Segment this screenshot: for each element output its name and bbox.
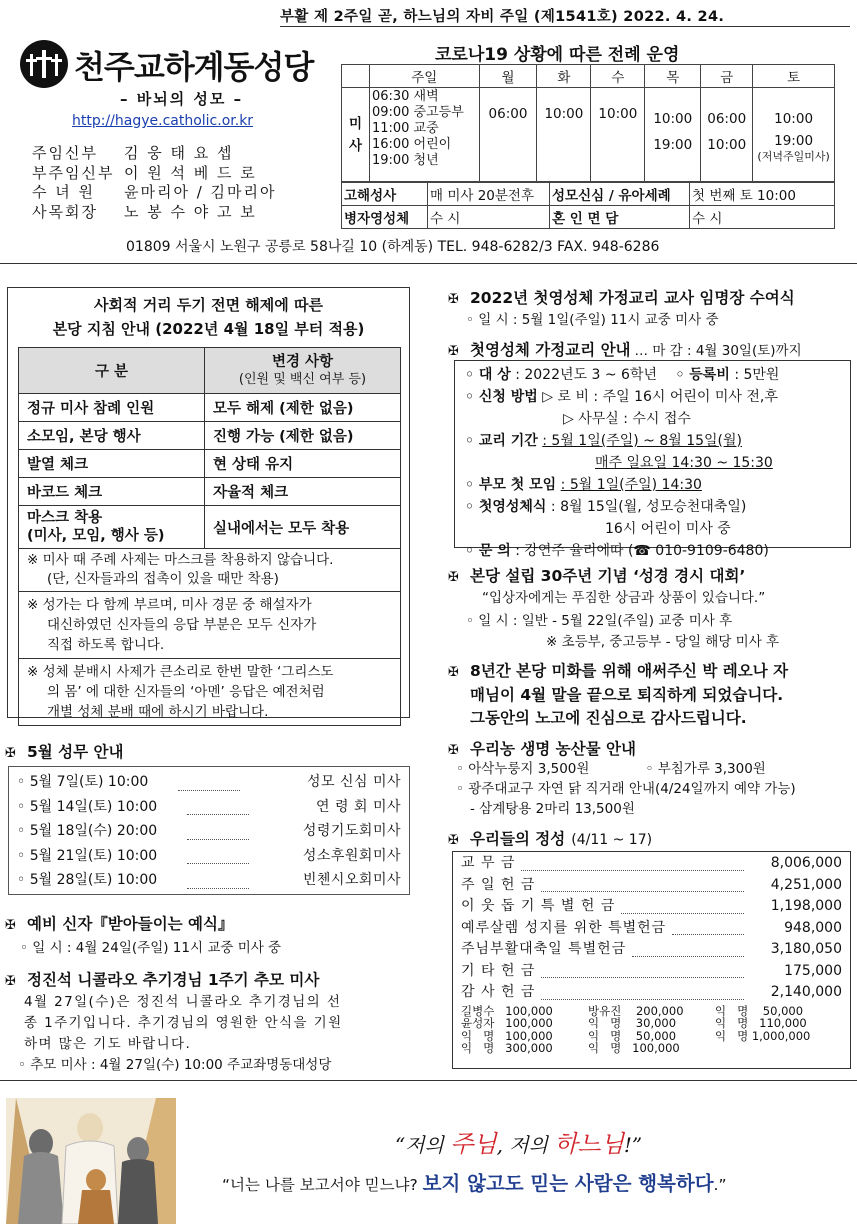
farm-body bbox=[456, 759, 796, 819]
offering-amount: 1,198,000 bbox=[770, 898, 842, 914]
offering-amount: 4,251,000 bbox=[770, 876, 842, 893]
parish-name: 천주교하계동성당 bbox=[74, 48, 314, 86]
banner-divider bbox=[0, 1080, 857, 1081]
guide-col: 변경 사항 bbox=[271, 353, 334, 370]
staff-name: 김 웅 태 요 셉 bbox=[124, 144, 234, 162]
thu-mass: 19:00 bbox=[653, 137, 693, 153]
staff-list bbox=[32, 144, 322, 222]
guide-col-sub: (인원 및 백신 여부 등) bbox=[238, 371, 367, 387]
sat-mass-note: (저녁주일미사) bbox=[757, 150, 830, 163]
dot-leader bbox=[632, 956, 744, 957]
may-schedule-header bbox=[5, 740, 123, 762]
list-item bbox=[17, 770, 401, 795]
cross-bullet-icon: ✠ bbox=[5, 974, 16, 989]
offering-label: 기 타 헌 금 bbox=[461, 962, 536, 979]
may-schedule-title: 5월 성무 안내 bbox=[27, 743, 124, 761]
fc-value: 매주 일요일 14:30 ~ 15:30 bbox=[595, 455, 773, 471]
guide-note: (단, 신자들과의 접촉이 있을 때만 착용) bbox=[47, 571, 279, 587]
meeting-label: 혼 인 면 담 bbox=[550, 206, 690, 229]
cross-bullet-icon: ✠ bbox=[448, 570, 459, 585]
firstcomm-deadline: … 마 감 : 4월 30일(토)까지 bbox=[634, 343, 802, 359]
fc-value: : 2022년도 3 ~ 6학년 bbox=[515, 367, 657, 383]
fc-label: ◦ 등록비 bbox=[675, 367, 730, 383]
memorial-text: 종 1주기입니다. 추기경님의 영원한 안식을 기원 bbox=[24, 1015, 343, 1031]
banner-text: “너는 나를 보고서야 믿느냐? bbox=[222, 1176, 423, 1194]
may-event: 연 령 회 미사 bbox=[316, 798, 401, 815]
parish-patron: – 바뇌의 성모 – bbox=[120, 90, 244, 108]
guide-col: 구 분 bbox=[19, 348, 205, 394]
staff-name: 윤마리아 / 김마리아 bbox=[124, 183, 277, 201]
offering-row bbox=[461, 918, 842, 940]
mass-schedule-table bbox=[341, 64, 835, 182]
cross-bullet-icon: ✠ bbox=[448, 665, 459, 680]
donor-entry: 방유진 200,000 bbox=[588, 1003, 684, 1018]
offering-amount: 3,180,050 bbox=[770, 941, 842, 957]
confession-value: 매 미사 20분전후 bbox=[428, 183, 550, 206]
cross-bullet-icon: ✠ bbox=[448, 344, 459, 359]
sacrament-table bbox=[341, 182, 835, 229]
donor-entry: 익 명 1,000,000 bbox=[715, 1028, 811, 1043]
donor-entry: 익 명 100,000 bbox=[588, 1041, 680, 1055]
guide-table bbox=[18, 347, 401, 726]
sat-mass: 19:00 bbox=[774, 133, 814, 149]
offering-row bbox=[461, 982, 842, 1004]
offering-label: 주 일 헌 금 bbox=[461, 876, 536, 893]
guide-note: 의 몸’ 에 대한 신자들의 ‘아멘’ 응답은 예전처럼 bbox=[47, 684, 325, 700]
guide-key: (미사, 모임, 행사 등) bbox=[27, 528, 165, 544]
donor-entry: 윤성자 100,000 bbox=[461, 1016, 553, 1030]
retire-notice bbox=[448, 660, 788, 730]
fc-label: ◦ 교리 기간 bbox=[465, 433, 538, 449]
sunday-mass: 16:00 어린이 bbox=[371, 137, 452, 152]
tue-mass: 10:00 bbox=[537, 88, 591, 182]
may-event: 성모 신심 미사 bbox=[306, 774, 401, 790]
firstcomm-header bbox=[448, 338, 802, 360]
guide-note: ※ 성체 분배시 사제가 큰소리로 한번 말한 ‘그리스도 bbox=[27, 664, 334, 680]
farm-text: ◦ 광주대교구 자연 닭 직거래 안내(4/24일까지 예약 가능) bbox=[456, 781, 796, 797]
guide-note: ※ 미사 때 주례 사제는 마스크를 착용하지 않습니다. bbox=[27, 552, 334, 568]
offering-row bbox=[461, 939, 842, 961]
banner-text-red: 주님 bbox=[450, 1130, 497, 1158]
retire-text: 8년간 본당 미화를 위해 애써주신 박 레오나 자 bbox=[470, 662, 789, 680]
farm-text: ◦ 부침가루 3,300원 bbox=[645, 761, 766, 777]
guide-key: 소모임, 본당 행사 bbox=[19, 422, 205, 450]
bible-line: ※ 초등부, 중고등부 - 당일 해당 미사 후 bbox=[546, 634, 780, 650]
may-date: ◦ 5월 28일(토) 10:00 bbox=[17, 872, 158, 888]
banner-quote-2 bbox=[222, 1168, 727, 1196]
memorial-text: 하며 많은 기도 바랍니다. bbox=[24, 1036, 192, 1052]
memorial-title: 정진석 니콜라오 추기경님 1주기 추모 미사 bbox=[27, 971, 320, 989]
guide-key: 정규 미사 참례 인원 bbox=[19, 394, 205, 422]
offering-amount: 175,000 bbox=[784, 962, 842, 979]
cross-bullet-icon: ✠ bbox=[448, 292, 459, 307]
donor-entry: 익 명 30,000 bbox=[588, 1016, 677, 1030]
parish-url-link[interactable]: http://hagye.catholic.or.kr bbox=[72, 113, 254, 129]
retire-text: 그동안의 노고에 진심으로 감사드립니다. bbox=[470, 709, 747, 727]
memorial-text: ◦ 추모 미사 : 4월 27일(수) 10:00 주교좌명동대성당 bbox=[18, 1057, 332, 1073]
offering-period: (4/11 ~ 17) bbox=[571, 832, 653, 848]
cross-bullet-icon: ✠ bbox=[448, 833, 459, 848]
banner-quote-1 bbox=[395, 1124, 642, 1159]
donor-entry: 익 명 110,000 bbox=[715, 1016, 807, 1030]
firstcomm-title: 첫영성체 가정교리 안내 bbox=[470, 341, 631, 359]
banner-text: , 저의 bbox=[496, 1133, 555, 1157]
guide-note: ※ 성가는 다 함께 부르며, 미사 경문 중 해설자가 bbox=[27, 597, 312, 613]
donor-row bbox=[461, 1017, 842, 1030]
fc-label: ◦ 문 의 bbox=[465, 543, 511, 559]
list-item bbox=[17, 868, 401, 893]
dot-leader bbox=[541, 891, 744, 892]
donor-row bbox=[461, 1042, 842, 1055]
sunday-mass: 19:00 청년 bbox=[371, 153, 439, 168]
teacher-title: 2022년 첫영성체 가정교리 교사 임명장 수여식 bbox=[470, 289, 795, 307]
donor-entry: 익 명 50,000 bbox=[588, 1028, 677, 1043]
thu-mass: 10:00 bbox=[653, 111, 693, 127]
sunday-mass: 06:30 새벽 bbox=[371, 89, 439, 104]
wed-mass: 10:00 bbox=[591, 88, 645, 182]
guide-title: 본당 지침 안내 (2022년 4월 18일 부터 적용) bbox=[52, 320, 365, 338]
may-date: ◦ 5월 14일(토) 10:00 bbox=[17, 798, 158, 815]
offering-label: 이 웃 돕 기 특 별 헌 금 bbox=[461, 898, 616, 914]
offering-row bbox=[461, 853, 842, 875]
fri-mass: 06:00 bbox=[707, 111, 747, 127]
banner-text-red: 하느님 bbox=[554, 1130, 624, 1158]
dot-leader bbox=[621, 913, 744, 914]
fc-value: : 강연주 율리에따 (☎ 010-9109-6480) bbox=[515, 543, 769, 559]
catechumen-header bbox=[5, 912, 234, 934]
offering-row bbox=[461, 961, 842, 983]
guide-title: 사회적 거리 두기 전면 해제에 따른 bbox=[94, 296, 323, 314]
staff-role: 수 녀 원 bbox=[32, 183, 96, 201]
fc-value: 16시 어린이 미사 중 bbox=[605, 521, 731, 537]
cross-bullet-icon: ✠ bbox=[448, 743, 459, 758]
day-header: 금 bbox=[701, 65, 753, 88]
staff-role: 주임신부 bbox=[32, 144, 98, 162]
offering-label: 예루살렘 성지를 위한 특별헌금 bbox=[461, 919, 667, 936]
confession-label: 고해성사 bbox=[342, 183, 428, 206]
fc-label: ◦ 부모 첫 모임 bbox=[465, 477, 557, 493]
offering-header bbox=[448, 827, 652, 849]
offering-title: 우리들의 정성 bbox=[470, 830, 566, 848]
offering-label: 교 무 금 bbox=[461, 855, 516, 871]
guide-key: 마스크 착용 bbox=[27, 510, 103, 526]
bible-quote: “입상자에게는 푸짐한 상금과 상품이 있습니다.” bbox=[482, 590, 766, 606]
fri-mass: 10:00 bbox=[707, 137, 747, 153]
may-date: ◦ 5월 18일(수) 20:00 bbox=[17, 823, 158, 839]
mon-mass: 06:00 bbox=[479, 88, 537, 182]
header-divider bbox=[0, 263, 857, 264]
sunday-mass: 09:00 중고등부 bbox=[371, 105, 464, 120]
offering-label: 주님부활대축일 특별헌금 bbox=[461, 941, 627, 957]
list-item bbox=[17, 795, 401, 820]
dot-leader bbox=[541, 977, 744, 978]
staff-name: 이 원 석 베 드 로 bbox=[124, 163, 257, 182]
catechumen-title: 예비 신자『받아들이는 예식』 bbox=[27, 915, 234, 933]
guide-value: 진행 가능 (제한 없음) bbox=[205, 422, 401, 450]
day-header: 주일 bbox=[369, 65, 479, 88]
parish-logo-icon bbox=[20, 40, 68, 88]
banner-text-blue: 보지 않고도 믿는 사람은 행복하다 bbox=[422, 1172, 714, 1195]
offering-label: 감 사 헌 금 bbox=[461, 984, 536, 1000]
guide-value: 모두 해제 (제한 없음) bbox=[205, 394, 401, 422]
may-event: 빈첸시오회미사 bbox=[302, 872, 401, 888]
meeting-value: 수 시 bbox=[690, 206, 835, 229]
banner-text: “저의 bbox=[395, 1133, 451, 1157]
banner-text: !” bbox=[623, 1133, 643, 1157]
farm-header bbox=[448, 737, 636, 759]
guide-note: 대신하였던 신자들의 응답 부분은 모두 신자가 bbox=[47, 617, 317, 633]
sick-label: 병자영성체 bbox=[342, 206, 428, 229]
sick-value: 수 시 bbox=[428, 206, 550, 229]
may-event: 성소후원회미사 bbox=[302, 847, 401, 864]
cross-bullet-icon: ✠ bbox=[5, 746, 16, 761]
mass-schedule-title: 코로나19 상황에 따른 전례 운영 bbox=[435, 45, 680, 65]
guide-note: 직접 하도록 합니다. bbox=[47, 637, 165, 653]
offering-row bbox=[461, 896, 842, 918]
farm-text: - 삼계탕용 2마리 13,500원 bbox=[470, 801, 635, 817]
fc-value: ▷ 로 비 : 주일 16시 어린이 미사 전,후 bbox=[542, 389, 778, 405]
guide-key: 바코드 체크 bbox=[19, 478, 205, 506]
teacher-header bbox=[448, 286, 795, 308]
guide-key: 발열 체크 bbox=[19, 450, 205, 478]
offering-row bbox=[461, 875, 842, 897]
offering-amount: 948,000 bbox=[784, 919, 842, 936]
memorial-header bbox=[5, 968, 319, 990]
catechumen-line: ◦ 일 시 : 4월 24일(주일) 11시 교중 미사 중 bbox=[20, 940, 282, 956]
fc-label: ◦ 첫영성체식 bbox=[465, 499, 547, 515]
dot-leader bbox=[521, 870, 744, 871]
day-header: 월 bbox=[479, 65, 537, 88]
doubting-thomas-painting bbox=[6, 1098, 176, 1224]
date-rule bbox=[280, 26, 850, 27]
donor-entry bbox=[715, 1042, 842, 1055]
fc-value: : 5월 1일(주일) 14:30 bbox=[560, 477, 702, 493]
fc-value: : 5만원 bbox=[734, 367, 780, 383]
donor-entry: 익 명 50,000 bbox=[715, 1003, 804, 1018]
parish-address: 01809 서울시 노원구 공릉로 58나길 10 (하계동) TEL. 948-6282/3 FAX. 948-6286 bbox=[126, 239, 660, 255]
guide-note: 개별 성체 분배 때에 하시기 바랍니다. bbox=[47, 704, 269, 720]
farm-title: 우리농 생명 농산물 안내 bbox=[470, 740, 636, 758]
offering-amount: 2,140,000 bbox=[770, 984, 842, 1000]
bible-header bbox=[448, 564, 745, 586]
day-header: 수 bbox=[591, 65, 645, 88]
donor-entry: 길병수 100,000 bbox=[461, 1003, 553, 1018]
cross-bullet-icon: ✠ bbox=[5, 918, 16, 933]
may-schedule-box bbox=[8, 766, 410, 895]
farm-text: ◦ 아삭누룽지 3,500원 bbox=[456, 761, 590, 777]
banner-text: .” bbox=[713, 1176, 727, 1194]
fc-label: ◦ 신청 방법 bbox=[465, 389, 538, 405]
staff-name: 노 봉 수 야 고 보 bbox=[124, 202, 257, 221]
sunday-mass: 11:00 교중 bbox=[371, 121, 439, 136]
bulletin-date: 부활 제 2주일 곧, 하느님의 자비 주일 (제1541호) 2022. 4. 24. bbox=[280, 9, 725, 25]
bible-line: ◦ 일 시 : 일반 - 5월 22일(주일) 교중 미사 후 bbox=[466, 613, 733, 629]
fc-value: : 8월 15일(월, 성모승천대축일) bbox=[550, 499, 747, 515]
retire-text: 매님이 4월 말을 끝으로 퇴직하게 되었습니다. bbox=[470, 686, 784, 704]
offering-box bbox=[452, 851, 851, 1069]
sat-mass: 10:00 bbox=[774, 111, 814, 127]
list-item bbox=[17, 819, 401, 844]
may-date: ◦ 5월 7일(토) 10:00 bbox=[17, 774, 149, 790]
dot-leader bbox=[672, 934, 744, 935]
guide-value: 자율적 체크 bbox=[205, 478, 401, 506]
baptism-label: 성모신심 / 유아세례 bbox=[550, 183, 690, 206]
day-header: 목 bbox=[645, 65, 701, 88]
bible-title: 본당 설립 30주년 기념 ‘성경 경시 대회’ bbox=[470, 567, 746, 585]
guide-box bbox=[7, 287, 410, 718]
may-date: ◦ 5월 21일(토) 10:00 bbox=[17, 847, 158, 864]
guide-value: 현 상태 유지 bbox=[205, 450, 401, 478]
guide-value: 실내에서는 모두 착용 bbox=[205, 506, 401, 549]
firstcomm-box bbox=[454, 360, 851, 559]
list-item bbox=[17, 844, 401, 869]
donor-entry: 익 명 100,000 bbox=[461, 1028, 553, 1043]
offering-amount: 8,006,000 bbox=[770, 855, 842, 871]
fc-label: ◦ 대 상 bbox=[465, 367, 511, 383]
mass-row-label: 미사 bbox=[342, 88, 370, 182]
teacher-line: ◦ 일 시 : 5월 1일(주일) 11시 교중 미사 중 bbox=[466, 312, 719, 328]
memorial-text: 4월 27일(수)은 정진석 니콜라오 추기경님의 선 bbox=[24, 994, 342, 1010]
fc-value: : 5월 1일(주일) ~ 8월 15일(월) bbox=[542, 433, 742, 449]
may-event: 성령기도회미사 bbox=[302, 823, 401, 839]
staff-role: 부주임신부 bbox=[32, 163, 115, 182]
dot-leader bbox=[541, 999, 744, 1000]
donor-entry: 익 명 300,000 bbox=[461, 1041, 553, 1055]
memorial-body bbox=[18, 992, 410, 1076]
baptism-value: 첫 번째 토 10:00 bbox=[690, 183, 835, 206]
day-header: 화 bbox=[537, 65, 591, 88]
fc-value: ▷ 사무실 : 수시 접수 bbox=[563, 411, 691, 427]
staff-role: 사목회장 bbox=[32, 202, 98, 221]
day-header: 토 bbox=[753, 65, 835, 88]
